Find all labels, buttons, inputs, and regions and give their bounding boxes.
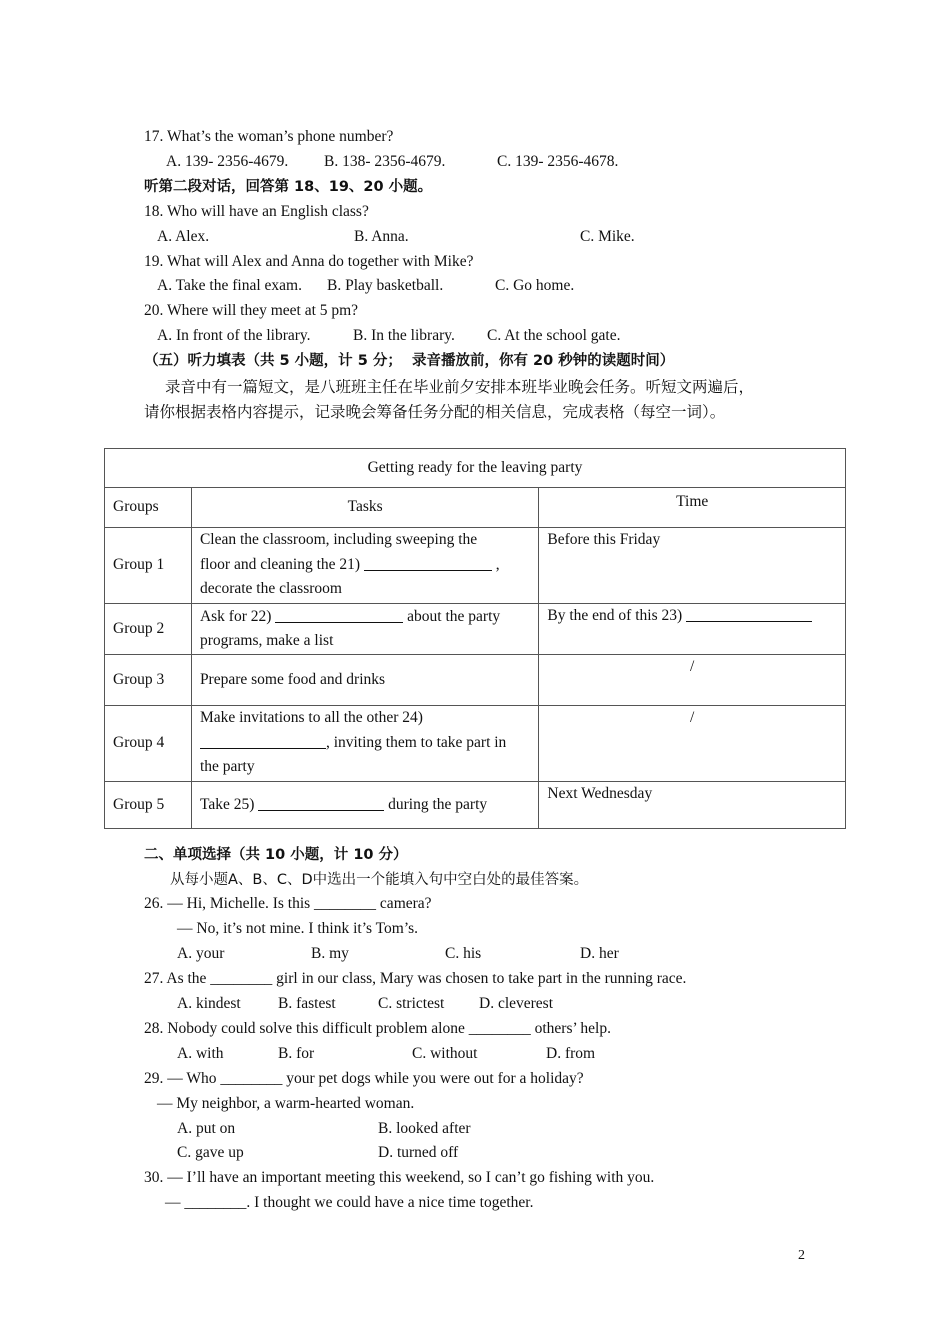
part-2-heading: 二、单项选择（共 10 小题，计 10 分） [144,847,408,863]
question-29-option-b: B. looked after [378,1120,471,1137]
question-28-option-d: D. from [546,1045,596,1062]
task-cell [191,782,538,829]
time-cell: Next Wednesday [539,782,846,829]
header-time: Time [539,488,846,528]
header-tasks: Tasks [191,488,538,528]
question-19-stem: 19. What will Alex and Anna do together with Mike? [144,253,474,270]
question-29-stem: 29. — Who ________ your pet dogs while you were out for a holiday? [144,1070,584,1087]
task-text: about the party [403,607,501,625]
question-18-option-c: C. Mike. [580,228,635,245]
question-30-response: — ________. I thought we could have a nice time together. [165,1194,534,1211]
task-text: , inviting them to take part in [325,733,507,751]
table-row [105,782,846,829]
table-row [105,655,846,706]
question-18-option-b: B. Anna. [354,228,409,245]
section-5-intro-line-1: 录音中有一篇短文，是八班班主任在毕业前夕安排本班毕业晚会任务。听短文两遍后， [165,378,755,396]
question-26-option-a: A. your [177,945,225,962]
party-tasks-table [104,448,846,829]
time-cell: / [539,706,846,782]
question-29-option-a: A. put on [177,1120,236,1137]
task-text: programs, make a list [199,632,334,649]
task-cell [191,604,538,655]
question-26-response: — No, it’s not mine. I think it’s Tom’s. [177,920,419,937]
task-text: Make invitations to all the other 24) [199,709,423,726]
task-cell: Prepare some food and drinks [191,655,538,706]
question-17-option-b: B. 138- 2356-4679. [324,153,446,170]
section-5-heading: （五）听力填表（共 5 小题，计 5 分； 录音播放前，你有 20 秒钟的读题时间） [144,353,675,369]
time-cell [539,604,846,655]
question-20-option-b: B. In the library. [353,327,455,344]
group-cell: Group 2 [105,604,192,655]
task-text: Take 25) [199,795,259,813]
answer-blank-24[interactable] [200,734,326,749]
answer-blank-22[interactable] [275,608,403,623]
question-29-option-d: D. turned off [378,1144,459,1161]
question-29-response: — My neighbor, a warm-hearted woman. [157,1095,415,1112]
table-title: Getting ready for the leaving party [105,449,846,488]
question-27-option-a: A. kindest [177,995,241,1012]
page-number: 2 [798,1248,805,1263]
task-text: the party [199,758,255,775]
task-text: , [491,555,500,573]
question-17-option-c: C. 139- 2356-4678. [497,153,619,170]
time-text: By the end of this 23) [547,607,687,624]
question-26-option-d: D. her [580,945,619,962]
question-18-option-a: A. Alex. [157,228,210,245]
question-26-stem: 26. — Hi, Michelle. Is this ________ camera? [144,895,432,912]
question-28-option-a: A. with [177,1045,224,1062]
part-2-instruction: 从每小题A、B、C、D中选出一个能填入句中空白处的最佳答案。 [170,872,589,888]
question-28-option-c: C. without [412,1045,478,1062]
question-28-stem: 28. Nobody could solve this difficult problem alone ________ others’ help. [144,1020,611,1037]
dialog-2-heading: 听第二段对话，回答第 18、19、20 小题。 [144,179,433,195]
question-26-option-c: C. his [445,945,482,962]
table-row [105,604,846,655]
task-text: during the party [384,795,488,813]
time-cell: / [539,655,846,706]
group-cell: Group 1 [105,528,192,604]
question-17-stem: 17. What’s the woman’s phone number? [144,128,394,145]
question-20-stem: 20. Where will they meet at 5 pm? [144,302,359,319]
time-cell: Before this Friday [539,528,846,604]
question-19-option-a: A. Take the final exam. [157,277,302,294]
question-27-option-b: B. fastest [278,995,336,1012]
answer-blank-23[interactable] [686,607,812,622]
question-27-option-d: D. cleverest [479,995,554,1012]
task-text: Ask for 22) [199,607,276,625]
task-text: floor and cleaning the 21) [199,555,364,573]
task-text: Clean the classroom, including sweeping the [199,531,478,548]
question-20-option-a: A. In front of the library. [157,327,311,344]
answer-blank-21[interactable] [364,556,492,571]
question-19-option-c: C. Go home. [495,277,575,294]
question-27-stem: 27. As the ________ girl in our class, Mary was chosen to take part in the running race. [144,970,687,987]
question-29-option-c: C. gave up [177,1144,244,1161]
question-19-option-b: B. Play basketball. [327,277,444,294]
question-28-option-b: B. for [278,1045,315,1062]
group-cell: Group 3 [105,655,192,706]
question-26-option-b: B. my [311,945,349,962]
section-5-intro-line-2: 请你根据表格内容提示，记录晚会筹备任务分配的相关信息，完成表格（每空一词）。 [144,403,726,421]
question-30-stem: 30. — I’ll have an important meeting this weekend, so I can’t go fishing with you. [144,1169,655,1186]
table-row [105,528,846,604]
group-cell: Group 5 [105,782,192,829]
task-cell [191,528,538,604]
question-18-stem: 18. Who will have an English class? [144,203,369,220]
task-cell [191,706,538,782]
question-27-option-c: C. strictest [378,995,445,1012]
answer-blank-25[interactable] [258,796,384,811]
group-cell: Group 4 [105,706,192,782]
task-text: decorate the classroom [199,580,342,597]
question-20-option-c: C. At the school gate. [487,327,621,344]
question-17-option-a: A. 139- 2356-4679. [166,153,289,170]
header-groups: Groups [105,488,192,528]
table-row [105,706,846,782]
